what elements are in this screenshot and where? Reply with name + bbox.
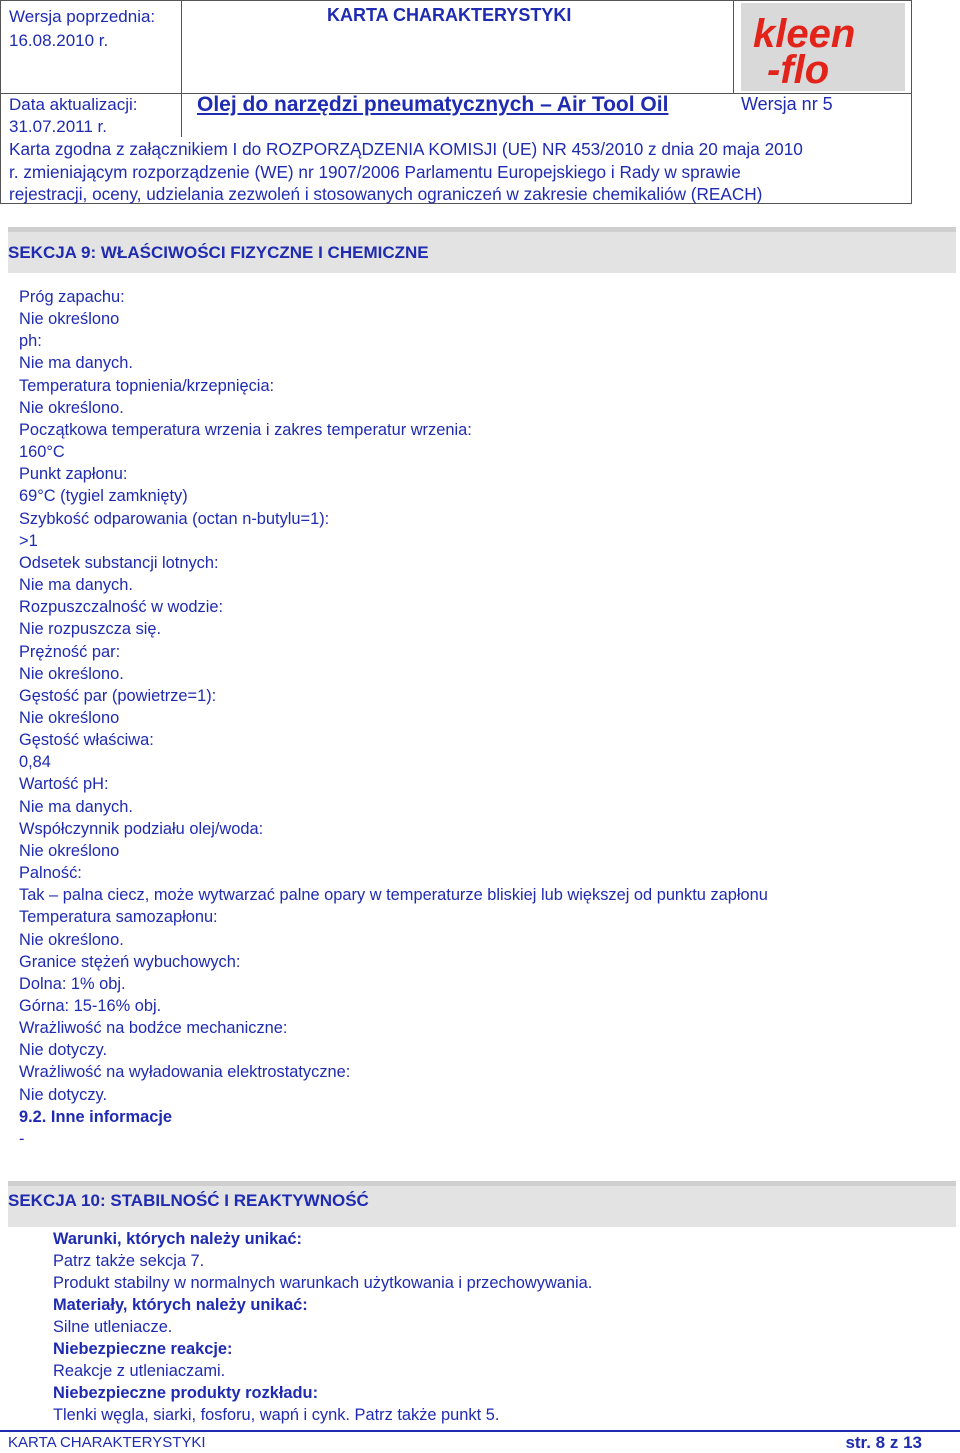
property-line: Szybkość odparowania (octan n-butylu=1):: [19, 509, 330, 528]
property-line: Rozpuszczalność w wodzie:: [19, 598, 224, 617]
other-info-line: -: [19, 1129, 25, 1148]
doc-kind-title: KARTA CHARAKTERYSTYKI: [327, 5, 572, 25]
property-line: >1: [19, 531, 38, 550]
logo-text-kleen: kleen: [753, 12, 856, 56]
property-line: Początkowa temperatura wrzenia i zakres temperatur wrzenia:: [19, 420, 472, 439]
property-line: Nie rozpuszcza się.: [19, 620, 162, 639]
property-line: Tak – palna ciecz, może wytwarzać palne opary w temperaturze bliskiej lub większej od punktu zapłonu: [19, 886, 768, 905]
property-line: Nie określono: [19, 708, 120, 727]
header-top-row: [1, 1, 911, 94]
property-line: Granice stężeń wybuchowych:: [19, 952, 241, 971]
kleen-flo-logo: [741, 3, 905, 91]
section-9-title: SEKCJA 9: WŁAŚCIWOŚCI FIZYCZNE I CHEMICZNE: [8, 243, 429, 262]
property-line: Wrażliwość na wyładowania elektrostatyczne:: [19, 1063, 351, 1082]
brand-logo-box: [733, 1, 911, 93]
property-line: Dolna: 1% obj.: [19, 974, 126, 993]
property-line: Punkt zapłonu:: [19, 465, 128, 484]
previous-version-label: Wersja poprzednia:: [9, 7, 156, 26]
property-line: ph:: [19, 332, 42, 351]
subsection-heading: 9.2. Inne informacje: [19, 1107, 173, 1126]
property-line: 69°C (tygiel zamknięty): [19, 487, 188, 506]
update-date-box: [1, 93, 182, 137]
property-line: Temperatura topnienia/krzepnięcia:: [19, 376, 275, 395]
property-line: Gęstość par (powietrze=1):: [19, 686, 217, 705]
footer-divider: [0, 1430, 960, 1432]
property-line: Nie ma danych.: [19, 354, 133, 373]
page-number: str. 8 z 13: [845, 1433, 922, 1452]
property-line: Nie dotyczy.: [19, 1085, 108, 1104]
conditions-text: Produkt stabilny w normalnych warunkach użytkowania i przechowywania.: [53, 1274, 593, 1292]
property-line: Nie określono: [19, 310, 120, 329]
section-10-heading: [8, 1181, 956, 1227]
version-number: Wersja nr 5: [741, 94, 833, 114]
section-9-properties: [19, 286, 939, 1150]
logo-text-flo: -flo: [767, 48, 830, 91]
regulation-line: Karta zgodna z załącznikiem I do ROZPORZĄDZENIA KOMISJI (UE) NR 453/2010 z dnia 20 maja 2010: [9, 139, 803, 159]
decomposition-label: Niebezpieczne produkty rozkładu:: [53, 1384, 319, 1402]
property-line: Prężność par:: [19, 642, 121, 661]
property-line: Nie określono.: [19, 398, 124, 417]
product-title: Olej do narzędzi pneumatycznych – Air Tool Oil: [197, 93, 669, 116]
regulation-note: [9, 138, 909, 206]
property-line: Nie ma danych.: [19, 797, 133, 816]
regulation-line: r. zmieniającym rozporządzenie (WE) nr 1907/2006 Parlamentu Europejskiego i Rady w sprawie: [9, 161, 741, 182]
property-line: Wrażliwość na bodźce mechaniczne:: [19, 1019, 288, 1038]
update-date-value: 31.07.2011 r.: [9, 117, 107, 136]
property-line: Nie określono.: [19, 664, 124, 683]
property-line: Nie dotyczy.: [19, 1041, 108, 1060]
previous-version-date: 16.08.2010 r.: [9, 31, 109, 50]
property-line: Nie ma danych.: [19, 576, 133, 595]
section-9-heading: [8, 227, 956, 273]
previous-version-box: [1, 1, 182, 93]
property-line: Współczynnik podziału olej/woda:: [19, 819, 264, 838]
materials-label: Materiały, których należy unikać:: [53, 1296, 308, 1314]
property-line: Odsetek substancji lotnych:: [19, 553, 219, 572]
property-line: Próg zapachu:: [19, 288, 125, 306]
footer-doc-kind: KARTA CHARAKTERYSTYKI: [8, 1434, 206, 1451]
property-line: 160°C: [19, 443, 65, 462]
reactions-text: Reakcje z utleniaczami.: [53, 1362, 226, 1380]
property-line: Wartość pH:: [19, 775, 109, 794]
doc-kind-box: [181, 1, 734, 93]
property-line: Górna: 15-16% obj.: [19, 997, 162, 1015]
document-header: [0, 0, 912, 204]
section-10-content: [53, 1228, 933, 1426]
regulation-line: rejestracji, oceny, udzielania zezwoleń i stosowanych ograniczeń w zakresie chemikaliów (REACH): [9, 184, 763, 204]
property-line: Nie określono: [19, 841, 120, 860]
update-date-label: Data aktualizacji:: [9, 95, 138, 114]
materials-text: Silne utleniacze.: [53, 1318, 173, 1336]
conditions-text: Patrz także sekcja 7.: [53, 1252, 205, 1270]
conditions-label: Warunki, których należy unikać:: [53, 1230, 302, 1248]
section-10-title: SEKCJA 10: STABILNOŚĆ I REAKTYWNOŚĆ: [8, 1191, 369, 1210]
property-line: Temperatura samozapłonu:: [19, 908, 218, 927]
property-line: Palność:: [19, 864, 82, 883]
reactions-label: Niebezpieczne reakcje:: [53, 1340, 233, 1358]
property-line: Gęstość właściwa:: [19, 731, 154, 750]
property-line: 0,84: [19, 753, 51, 772]
property-line: Nie określono.: [19, 930, 124, 949]
decomposition-text: Tlenki węgla, siarki, fosforu, wapń i cynk. Patrz także punkt 5.: [53, 1406, 500, 1424]
